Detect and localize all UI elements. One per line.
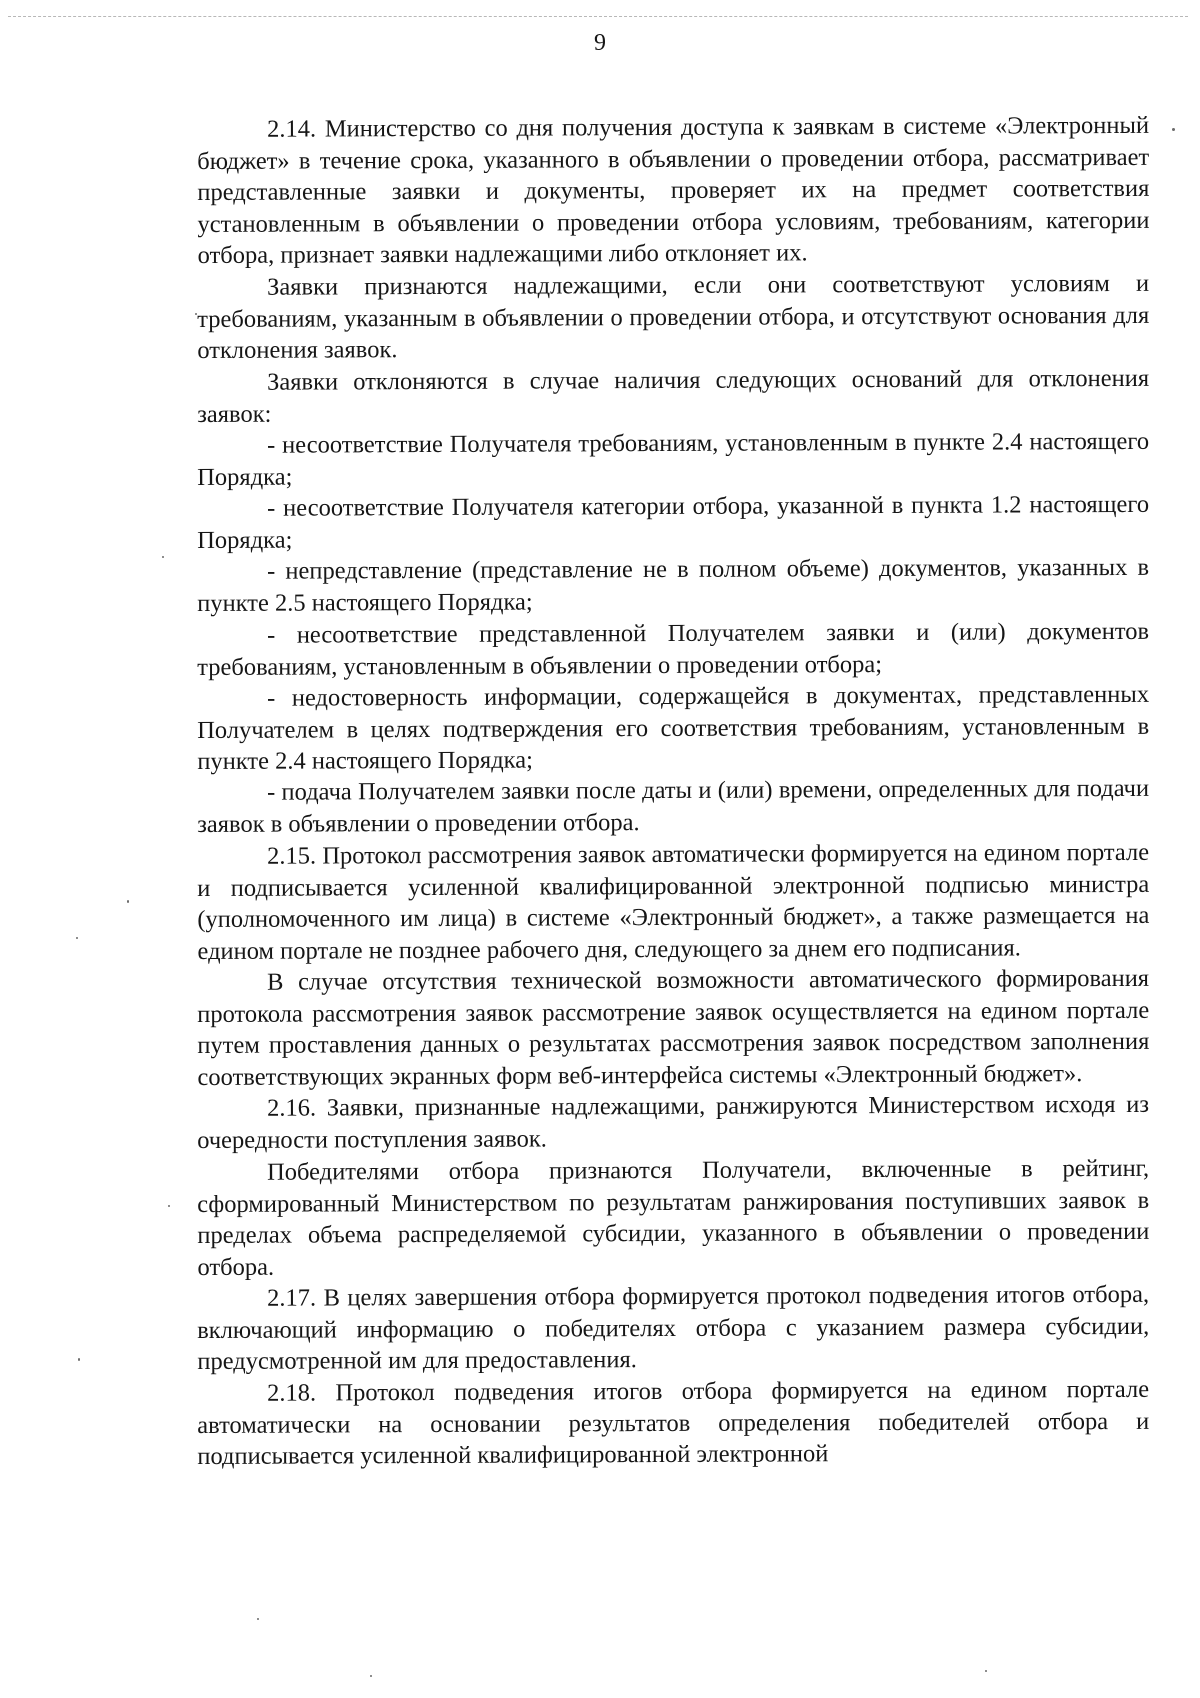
list-item-documents-missing: - непредставление (представление не в полном объеме) документов, указанных в пункте 2.5 настоящего Порядка; <box>197 554 1150 617</box>
list-item-requirements-mismatch: - несоответствие Получателя требованиям, установленным в пункте 2.4 настоящего Порядка; <box>197 427 1150 491</box>
paragraph-rejection-grounds: Заявки отклоняются в случае наличия следующих оснований для отклонения заявок: <box>197 364 1150 428</box>
scan-speck <box>370 1675 372 1677</box>
paragraph-admissible-applications: Заявки признаются надлежащими, если они соответствуют условиям и требованиям, указанным в объявлении о проведении отбора, и отсутствуют основания для отклонения заявок. <box>197 269 1150 365</box>
list-item-category-mismatch: - несоответствие Получателя категории отбора, указанной в пункта 1.2 настоящего Порядка; <box>197 490 1150 554</box>
list-item-documents-mismatch: - несоответствие представленной Получателем заявки и (или) документов требованиям, установленным в объявлении о проведении отбора; <box>197 617 1150 681</box>
scan-speck <box>1172 128 1175 131</box>
paragraph-2-17: 2.17. В целях завершения отбора формируется протокол подведения итогов отбора, включающий информацию о победителях отбора с указанием размера субсидии, предусмотренной им для предоставления. <box>197 1280 1150 1376</box>
scan-speck <box>168 1205 170 1207</box>
scan-top-edge <box>8 16 1188 17</box>
list-item-late-submission: - подача Получателем заявки после даты и (или) времени, определенных для подачи заявок в объявлении о проведении отбора. <box>197 775 1150 839</box>
paragraph-winners: Победителями отбора признаются Получатели, включенные в рейтинг, сформированный Министерством по результатам ранжирования поступивших заявок в пределах объема распределяемой субсидии, указанного в объявлении о проведении отбора. <box>197 1154 1150 1281</box>
paragraph-2-14: 2.14. Министерство со дня получения доступа к заявкам в системе «Электронный бюджет» в течение срока, указанного в объявлении о проведении отбора, рассматривает представленные заявки и документы, проверяет их на предмет соответствия установленным в объявлении о проведении отбора условиям, требованиям, категории отбора, признает заявки надлежащими либо отклоняет их. <box>197 111 1150 270</box>
scan-speck <box>162 556 164 558</box>
paragraph-no-technical-possibility: В случае отсутствия технической возможности автоматического формирования протокола рассмотрения заявок рассмотрение заявок осуществляется на едином портале путем проставления данных о результатах рассмотрения заявок посредством заполнения соответствующих экранных форм веб-интерфейса системы «Электронный бюджет». <box>197 964 1150 1091</box>
scan-speck <box>985 1670 987 1672</box>
page-number: 9 <box>594 30 606 56</box>
paragraph-2-18: 2.18. Протокол подведения итогов отбора формируется на едином портале автоматически на основании результатов определения победителей отбора и подписывается усиленной квалифицированной электронной <box>197 1375 1150 1470</box>
document-body <box>197 111 1150 1473</box>
scan-speck <box>78 1358 80 1361</box>
list-item-false-information: - недостоверность информации, содержащейся в документах, представленных Получателем в целях подтверждения его соответствия требованиям, установленным в пункте 2.4 настоящего Порядка; <box>197 680 1150 775</box>
scan-speck <box>76 937 78 939</box>
scan-speck <box>127 900 129 903</box>
paragraph-2-16: 2.16. Заявки, признанные надлежащими, ранжируются Министерством исходя из очередности поступления заявок. <box>197 1091 1150 1154</box>
paragraph-2-15: 2.15. Протокол рассмотрения заявок автоматически формируется на едином портале и подписывается усиленной квалифицированной электронной подписью министра (уполномоченного им лица) в системе «Электронный бюджет», а также размещается на едином портале не позднее рабочего дня, следующего за днем его подписания. <box>197 838 1150 965</box>
scan-speck <box>195 313 197 315</box>
scan-speck <box>257 1618 259 1620</box>
